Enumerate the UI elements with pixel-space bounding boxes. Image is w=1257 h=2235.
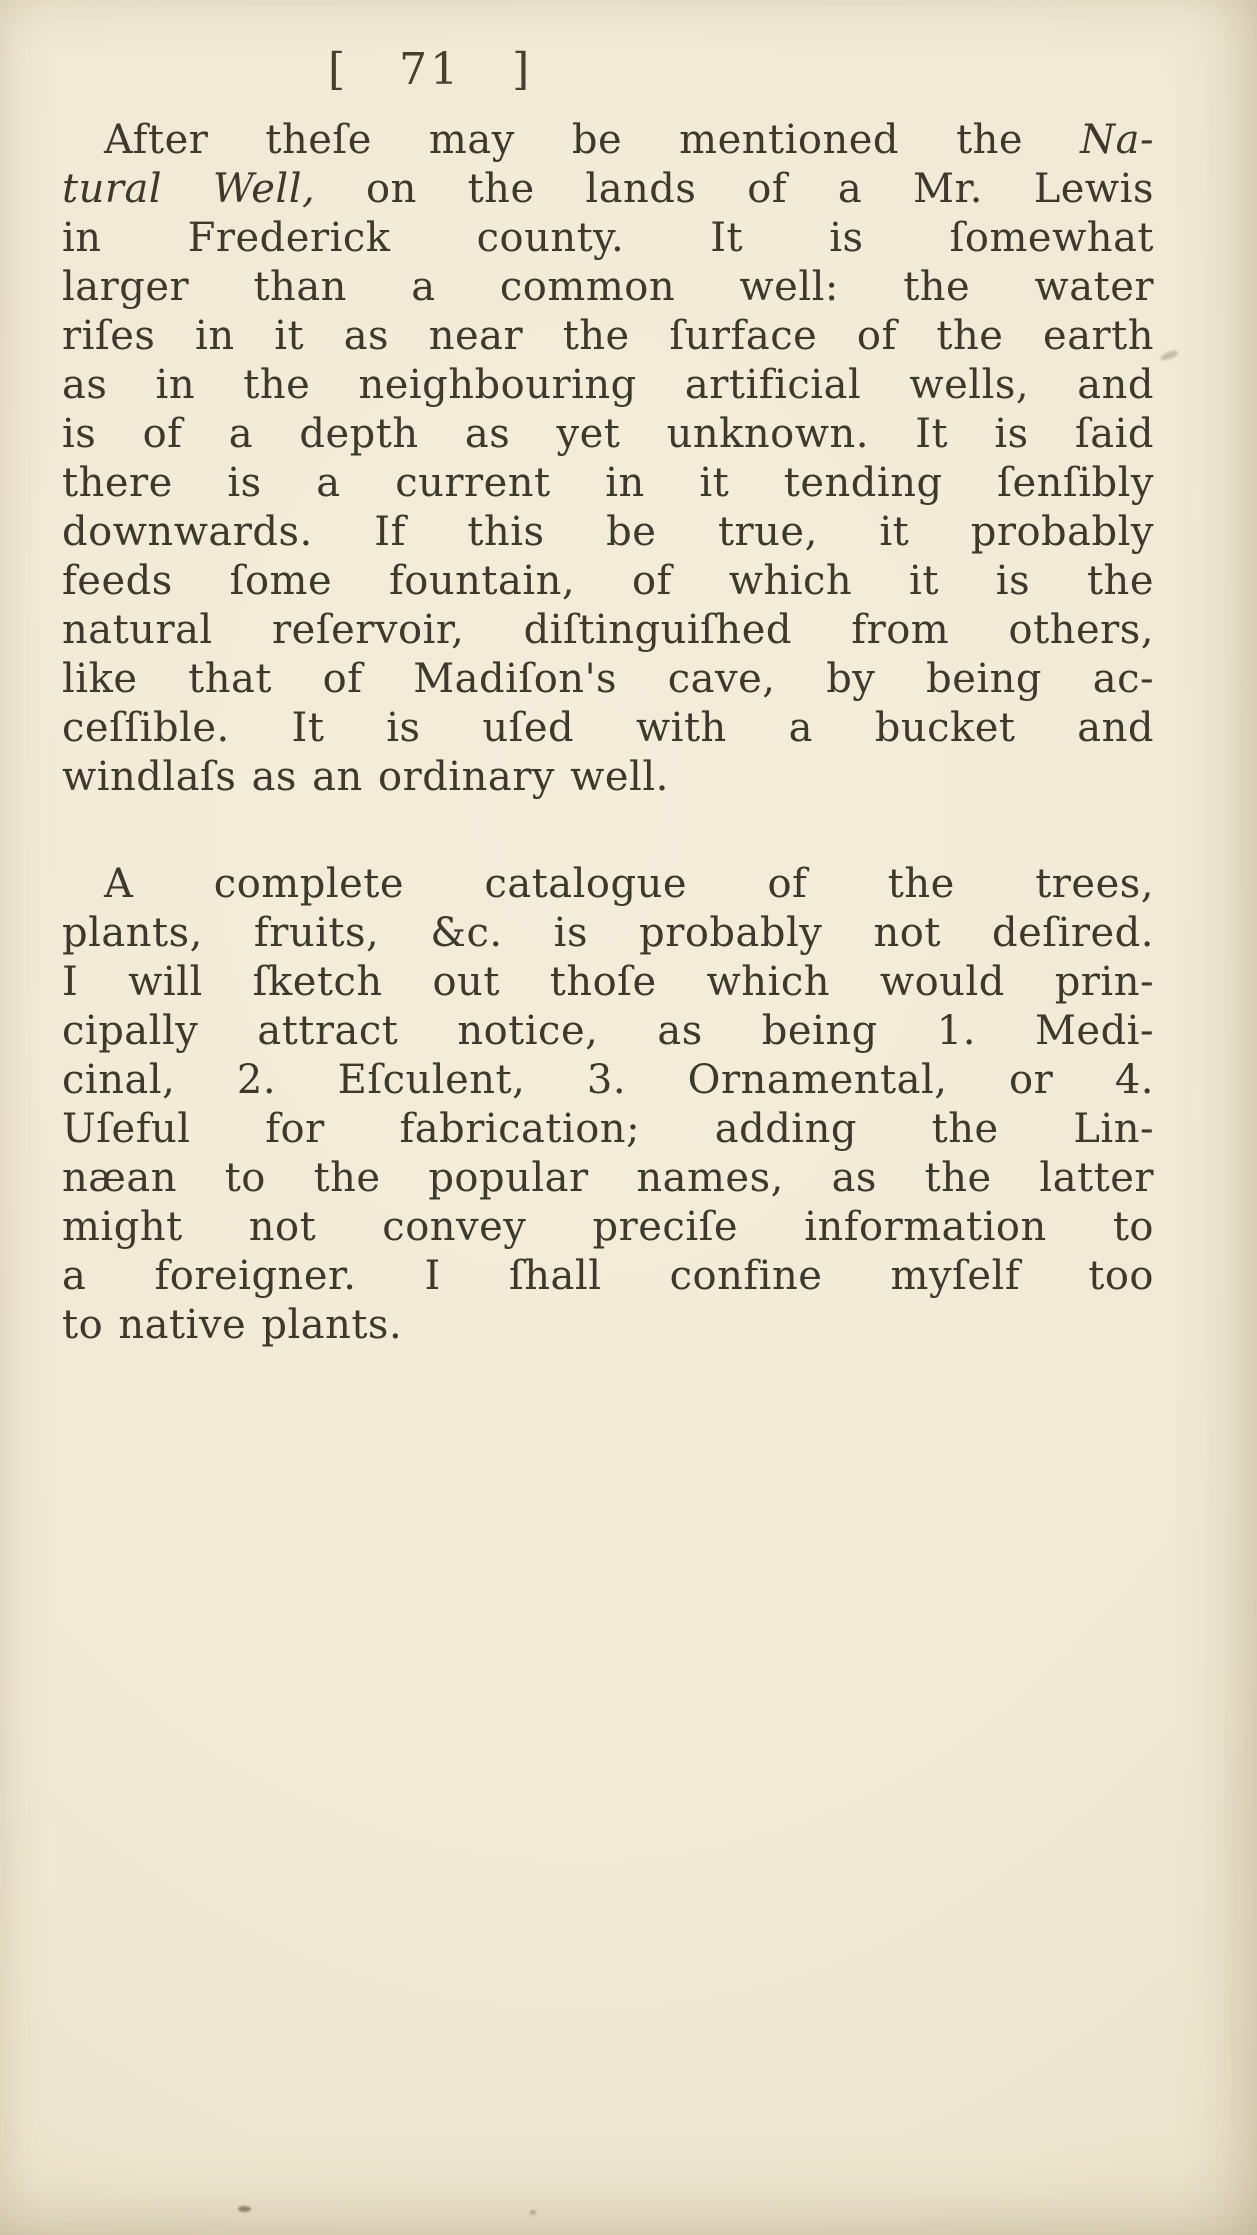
text-line [62,860,1154,909]
text-block [62,116,1154,1350]
text-segment: I will ſketch out thoſe which would prin- [62,959,1154,1005]
text-segment: like that of Madiſon's cave, by being ac- [62,656,1154,702]
text-line [62,214,1154,263]
text-segment: riſes in it as near the ſurface of the earth [62,313,1154,359]
text-line [62,1007,1154,1056]
text-segment: downwards. If this be true, it probably [62,509,1154,555]
page-number-header: [ 71 ] [328,44,533,95]
text-line [62,508,1154,557]
text-segment: on the lands of a Mr. Lewis [315,166,1154,212]
text-line [62,1154,1154,1203]
text-line [62,361,1154,410]
text-segment: larger than a common well: the water [62,264,1154,310]
text-line [62,606,1154,655]
text-line [62,704,1154,753]
text-line [62,1203,1154,1252]
text-segment: cipally attract notice, as being 1. Medi- [62,1008,1154,1054]
text-segment: After theſe may be mentioned the [104,117,1081,163]
scan-speck [238,2206,251,2212]
text-segment: might not convey preciſe information to [62,1204,1154,1250]
text-segment: a foreigner. I ſhall confine myſelf too [62,1253,1154,1299]
text-segment: there is a current in it tending ſenſibly [62,460,1154,506]
text-segment: ceſſible. It is uſed with a bucket and [62,705,1154,751]
text-segment: windlaſs as an ordinary well. [62,754,669,800]
text-line [62,557,1154,606]
text-segment: as in the neighbouring artificial wells, and [62,362,1154,408]
scan-speck [530,2210,536,2215]
text-line [62,909,1154,958]
text-line [62,116,1154,165]
text-line [62,1105,1154,1154]
text-line [62,165,1154,214]
text-segment: næan to the popular names, as the latter [62,1155,1154,1201]
text-segment: in Frederick county. It is ſomewhat [62,215,1154,261]
text-segment: Uſeful for fabrication; adding the Lin- [62,1106,1154,1152]
text-line [62,263,1154,312]
text-segment: natural reſervoir, diſtinguiſhed from others, [62,607,1154,653]
text-line [62,410,1154,459]
text-segment: to native plants. [62,1302,403,1348]
paragraph [62,116,1154,802]
italic-text-segment: Na- [1080,117,1154,163]
scan-speck [1159,349,1178,361]
text-segment: plants, fruits, &c. is probably not deſired. [62,910,1154,956]
text-line [62,1301,1154,1350]
paragraph [62,860,1154,1350]
text-line [62,459,1154,508]
text-segment: feeds ſome fountain, of which it is the [62,558,1154,604]
text-line [62,958,1154,1007]
text-segment: cinal, 2. Eſculent, 3. Ornamental, or 4. [62,1057,1154,1103]
text-line [62,312,1154,361]
italic-text-segment: tural Well, [62,166,316,212]
text-line [62,1056,1154,1105]
text-line [62,655,1154,704]
text-segment: is of a depth as yet unknown. It is ſaid [62,411,1154,457]
text-line [62,1252,1154,1301]
text-segment: A complete catalogue of the trees, [104,861,1154,907]
text-line [62,753,1154,802]
